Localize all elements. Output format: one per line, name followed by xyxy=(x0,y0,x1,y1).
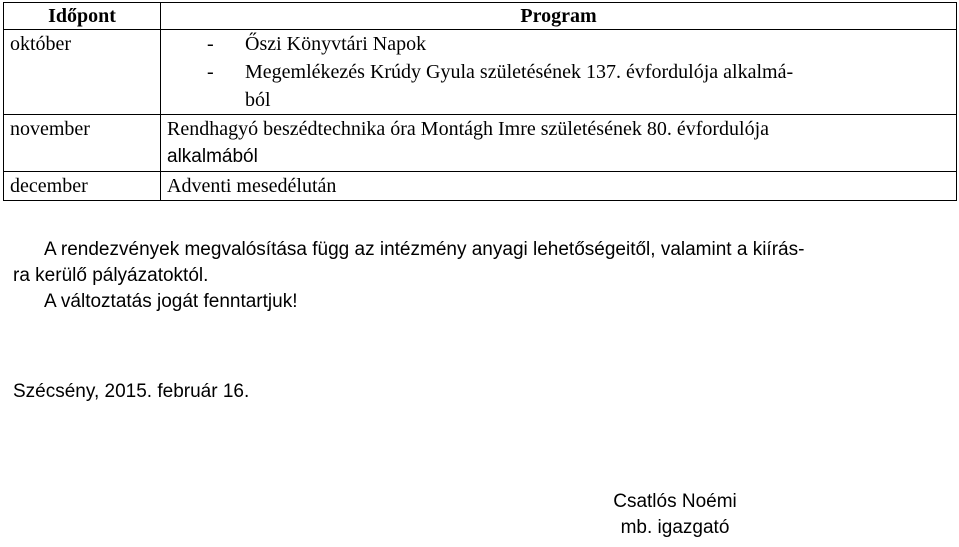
notice xyxy=(13,237,953,315)
program-november-line2: alkalmából xyxy=(167,146,258,167)
signature-name: Csatlós Noémi xyxy=(613,491,737,512)
table-row-december xyxy=(4,172,957,201)
notice-line-3: A változtatás jogát fenntartjuk! xyxy=(44,291,298,312)
signature-block xyxy=(600,489,750,541)
list-item xyxy=(167,30,956,58)
notice-line-2: ra kerülő pályázatoktól. xyxy=(13,265,209,286)
program-table xyxy=(3,2,957,201)
place-date: Szécsény, 2015. február 16. xyxy=(13,381,250,402)
list-item xyxy=(167,58,956,114)
table-header-row xyxy=(4,3,957,30)
header-program: Program xyxy=(161,3,957,30)
list-item-text-continuation: ból xyxy=(245,89,271,111)
program-december: Adventi mesedélután xyxy=(161,172,957,201)
program-november xyxy=(161,115,957,172)
list-item-text: Megemlékezés Krúdy Gyula születésének 137. évfordulója alkalmá- xyxy=(245,61,794,83)
dash-marker: - xyxy=(207,61,214,83)
signature-title: mb. igazgató xyxy=(620,517,730,538)
month-october: október xyxy=(4,30,161,115)
header-time: Időpont xyxy=(4,3,161,30)
dash-marker: - xyxy=(207,33,214,55)
month-december: december xyxy=(4,172,161,201)
notice-line-1: A rendezvények megvalósítása függ az intézmény anyagi lehetőségeitől, valamint a kiírás- xyxy=(44,239,805,260)
program-october xyxy=(161,30,957,115)
list-item-text: Őszi Könyvtári Napok xyxy=(245,33,427,55)
table-row-october xyxy=(4,30,957,115)
program-november-line1: Rendhagyó beszédtechnika óra Montágh Imre születésének 80. évfordulója xyxy=(167,118,770,140)
month-november: november xyxy=(4,115,161,172)
table-row-november xyxy=(4,115,957,172)
program-october-list xyxy=(167,30,956,114)
